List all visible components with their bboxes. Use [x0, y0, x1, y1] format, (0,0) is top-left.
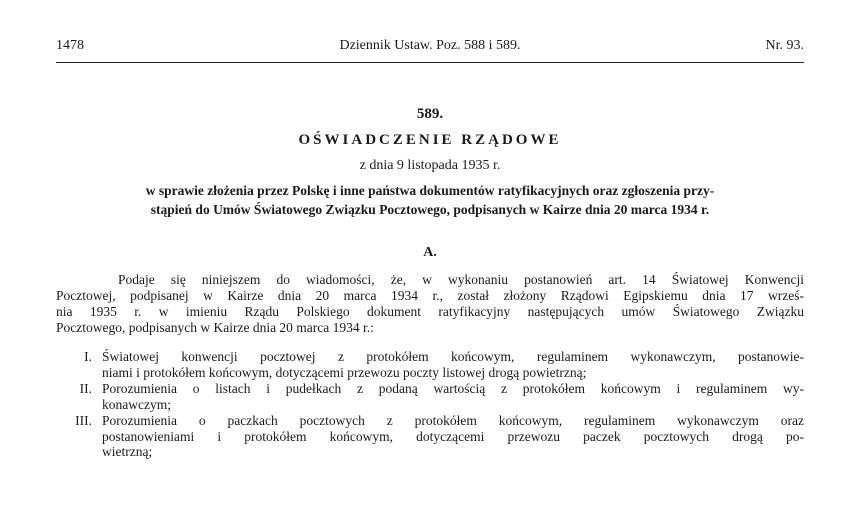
body-paragraph: [56, 272, 804, 336]
subject-line: stąpień do Umów Światowego Związku Pocztowego, podpisanych w Kairze dnia 20 marca 1934 r.: [150, 202, 710, 217]
item-line: Porozumienia o listach i pudełkach z podaną wartością z protokółem końcowym i regulaminem wy-: [102, 381, 804, 396]
page-number: 1478: [56, 38, 84, 53]
page-header: [56, 38, 804, 60]
section-heading: A.: [423, 245, 437, 260]
paragraph-line: Pocztowej, podpisanej w Kairze dnia 20 marca 1934 r., został złożony Rządowi Egipskiemu dnia 17 wrześ-: [56, 288, 804, 303]
item-line: postanowieniami i protokółem końcowym, dotyczącemi przewozu paczek pocztowych drogą po-: [102, 428, 804, 444]
act-subject: [40, 181, 820, 219]
list-item: [56, 381, 804, 412]
subject-line: w sprawie złożenia przez Polskę i inne państwa dokumentów ratyfikacyjnych oraz zgłoszenia przy-: [145, 183, 715, 198]
list-item: [56, 349, 804, 380]
item-line: Porozumienia o paczkach pocztowych z protokółem końcowym, regulaminem wykonawczym oraz: [102, 413, 804, 428]
item-line: konawczym;: [102, 396, 171, 412]
item-line: wietrzną;: [102, 444, 153, 459]
header-rule: [56, 62, 804, 63]
list-item: [56, 413, 804, 460]
paragraph-line: Podaje się niniejszem do wiadomości, że, w wykonaniu postanowień art. 14 Światowej Konwencji: [118, 272, 804, 287]
act-title: OŚWIADCZENIE RZĄDOWE: [298, 132, 562, 148]
paragraph-line: Pocztowego, podpisanych w Kairze dnia 20 marca 1934 r.:: [56, 320, 374, 335]
act-date: z dnia 9 listopada 1935 r.: [359, 158, 501, 173]
item-line: niami i protokółem końcowym, dotyczącemi przewozu poczty listowej drogą powietrzną;: [102, 364, 587, 380]
item-number: I.: [84, 349, 92, 364]
journal-title: Dziennik Ustaw. Poz. 588 i 589.: [339, 38, 521, 53]
item-number: III.: [75, 413, 92, 428]
issue-number: Nr. 93.: [765, 38, 804, 53]
act-number: 589.: [416, 106, 444, 122]
paragraph-line: nia 1935 r. w imieniu Rządu Polskiego dokument ratyfikacyjny następujących umów Światowego Związku: [56, 304, 804, 319]
item-line: Światowej konwencji pocztowej z protokółem końcowym, regulaminem wykonawczym, postanowie-: [102, 349, 804, 364]
item-number: II.: [79, 381, 92, 396]
agreement-list: [56, 349, 804, 461]
